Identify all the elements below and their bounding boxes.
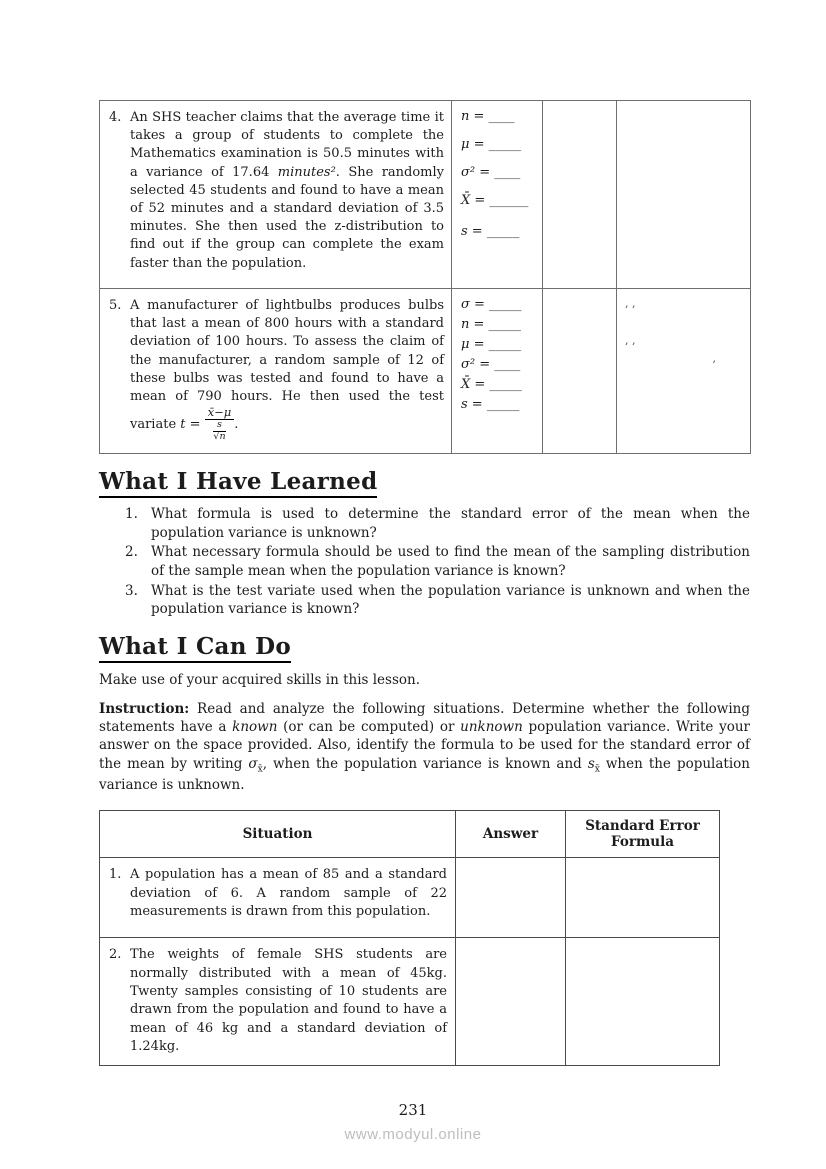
section-heading-cando: [99, 633, 750, 660]
blank-line: X̄ = ______: [461, 193, 529, 208]
problem-cell: [100, 289, 452, 454]
formula-cell: [617, 101, 751, 289]
table-row: [100, 938, 720, 1066]
blank-line: σ² = ____: [461, 165, 521, 180]
stray-mark: , ,: [625, 297, 636, 310]
question-text: What formula is used to determine the standard error of the mean when the population variance is unknown?: [151, 506, 750, 541]
column-header-situation: Situation: [100, 811, 456, 858]
nested-fraction: [213, 420, 225, 443]
problem-number: 4.: [109, 110, 122, 125]
answer-cell: [456, 938, 566, 1066]
problem-text: [109, 297, 444, 443]
fraction-denominator: [205, 420, 235, 443]
situation-text-body: The weights of female SHS students are normally distributed with a mean of 45kg. Twenty samples consisting of 10 students are drawn from the population and found to have a mean of 46 kg and a standard deviation of 1.24kg.: [130, 947, 447, 1055]
blank-line: μ = _____: [461, 337, 522, 352]
problem-text-italic: minutes²: [277, 164, 336, 180]
blank-line: s = _____: [461, 224, 520, 239]
table-row: [100, 289, 751, 454]
instruction-text: (or can be computed) or: [277, 719, 461, 736]
sigma-subscript: x̄: [257, 764, 263, 775]
answer-cell: [543, 101, 617, 289]
blank-line: s = _____: [461, 397, 520, 412]
given-values-cell: [452, 289, 543, 454]
nested-numerator: s: [213, 420, 225, 432]
page-footer: [0, 1101, 826, 1143]
section-heading-learned: [99, 468, 750, 495]
question-number: 2.: [125, 544, 138, 561]
question-text: What necessary formula should be used to find the mean of the sampling distribution of the sample mean when the population variance is known?: [151, 544, 750, 579]
blank-line: X̄ = _____: [461, 377, 522, 392]
column-header-answer: Answer: [456, 811, 566, 858]
answer-cell: [456, 858, 566, 938]
instruction-italic-unknown: unknown: [460, 719, 523, 736]
nested-denominator: √n: [213, 431, 226, 443]
situation-text-body: A population has a mean of 85 and a standard deviation of 6. A random sample of 22 measurements is drawn from this population.: [130, 867, 447, 920]
instruction-italic-known: known: [232, 719, 278, 736]
formula-cell: [566, 858, 720, 938]
stray-mark: , ,: [625, 333, 636, 347]
situation-number: 1.: [109, 867, 122, 883]
instruction-text: when the population variance is unknown.: [99, 755, 750, 793]
stray-mark: ,: [712, 352, 716, 366]
table-header-row: [100, 811, 720, 858]
instruction-text: Read and analyze the following situations. Determine whether the following statements have a: [99, 700, 750, 736]
section-title: What I Have Learned: [99, 468, 377, 498]
formula-cell: [566, 938, 720, 1066]
blank-line: σ = _____: [461, 297, 522, 312]
problem-text: [109, 109, 444, 273]
problem-number: 5.: [109, 298, 122, 313]
blank-line: σ² = ____: [461, 357, 521, 372]
instruction-paragraph: [99, 700, 750, 794]
instruction-text: , when the population variance is known and: [262, 755, 588, 772]
instruction-text: population variance. Write your answer on the space provided. Also, identify the formula to be used for the standard error of the mean by writing: [99, 719, 750, 772]
given-values-cell: [452, 101, 543, 289]
situation-cell: [100, 858, 456, 938]
problem-text-part: A manufacturer of lightbulbs produces bulbs that last a mean of 800 hours with a standard deviation of 100 hours. To assess the claim of the manufacturer, a random sample of 12 of these bulbs was tested and found to have a mean of 790 hours. He then used the test variate: [130, 298, 444, 433]
cando-intro: Make use of your acquired skills in this lesson.: [99, 671, 421, 688]
s-symbol: s: [587, 755, 595, 772]
table-row: [100, 858, 720, 938]
situations-table: [99, 810, 720, 1066]
column-header-formula: Standard Error Formula: [566, 811, 720, 858]
question-item: [99, 505, 750, 542]
instruction-label: Instruction:: [99, 700, 190, 717]
s-subscript: x̄: [594, 764, 600, 775]
situation-text: [109, 946, 447, 1057]
situation-text: [109, 866, 447, 921]
question-number: 3.: [125, 582, 138, 599]
fraction-numerator: x̄−μ: [205, 406, 235, 420]
page-number: 231: [398, 1101, 428, 1119]
sigma-symbol: σ: [248, 755, 258, 772]
fraction: [205, 406, 235, 443]
question-item: [99, 543, 750, 580]
situation-number: 2.: [109, 947, 122, 963]
blank-line: μ = _____: [461, 137, 522, 152]
learned-question-list: [99, 505, 750, 619]
blank-line: n = ____: [461, 109, 515, 124]
question-text: What is the test variate used when the population variance is unknown and when the population variance is known?: [151, 582, 750, 618]
period: .: [234, 417, 239, 433]
answer-cell: [543, 289, 617, 454]
problems-table: [99, 100, 751, 454]
problem-cell: [100, 101, 452, 289]
problem-text-part: An SHS teacher claims that the average time it takes a group of students to complete the Mathematics examination is 50.5 minutes with a variance of 17.64: [130, 110, 444, 180]
blank-line: n = _____: [461, 317, 522, 332]
watermark: www.modyul.online: [344, 1126, 482, 1143]
situation-cell: [100, 938, 456, 1066]
problem-text-part: . She randomly selected 45 students and found to have a mean of 52 minutes and a standard deviation of 3.5 minutes. She then used the z-distribution to find out if the group can complete the exam faster than the population.: [130, 164, 445, 271]
table-row: [100, 101, 751, 289]
formula-cell: [617, 289, 751, 454]
question-item: [99, 582, 750, 619]
section-title: What I Can Do: [99, 633, 291, 663]
question-number: 1.: [125, 506, 138, 522]
variable-t: t =: [180, 417, 201, 433]
